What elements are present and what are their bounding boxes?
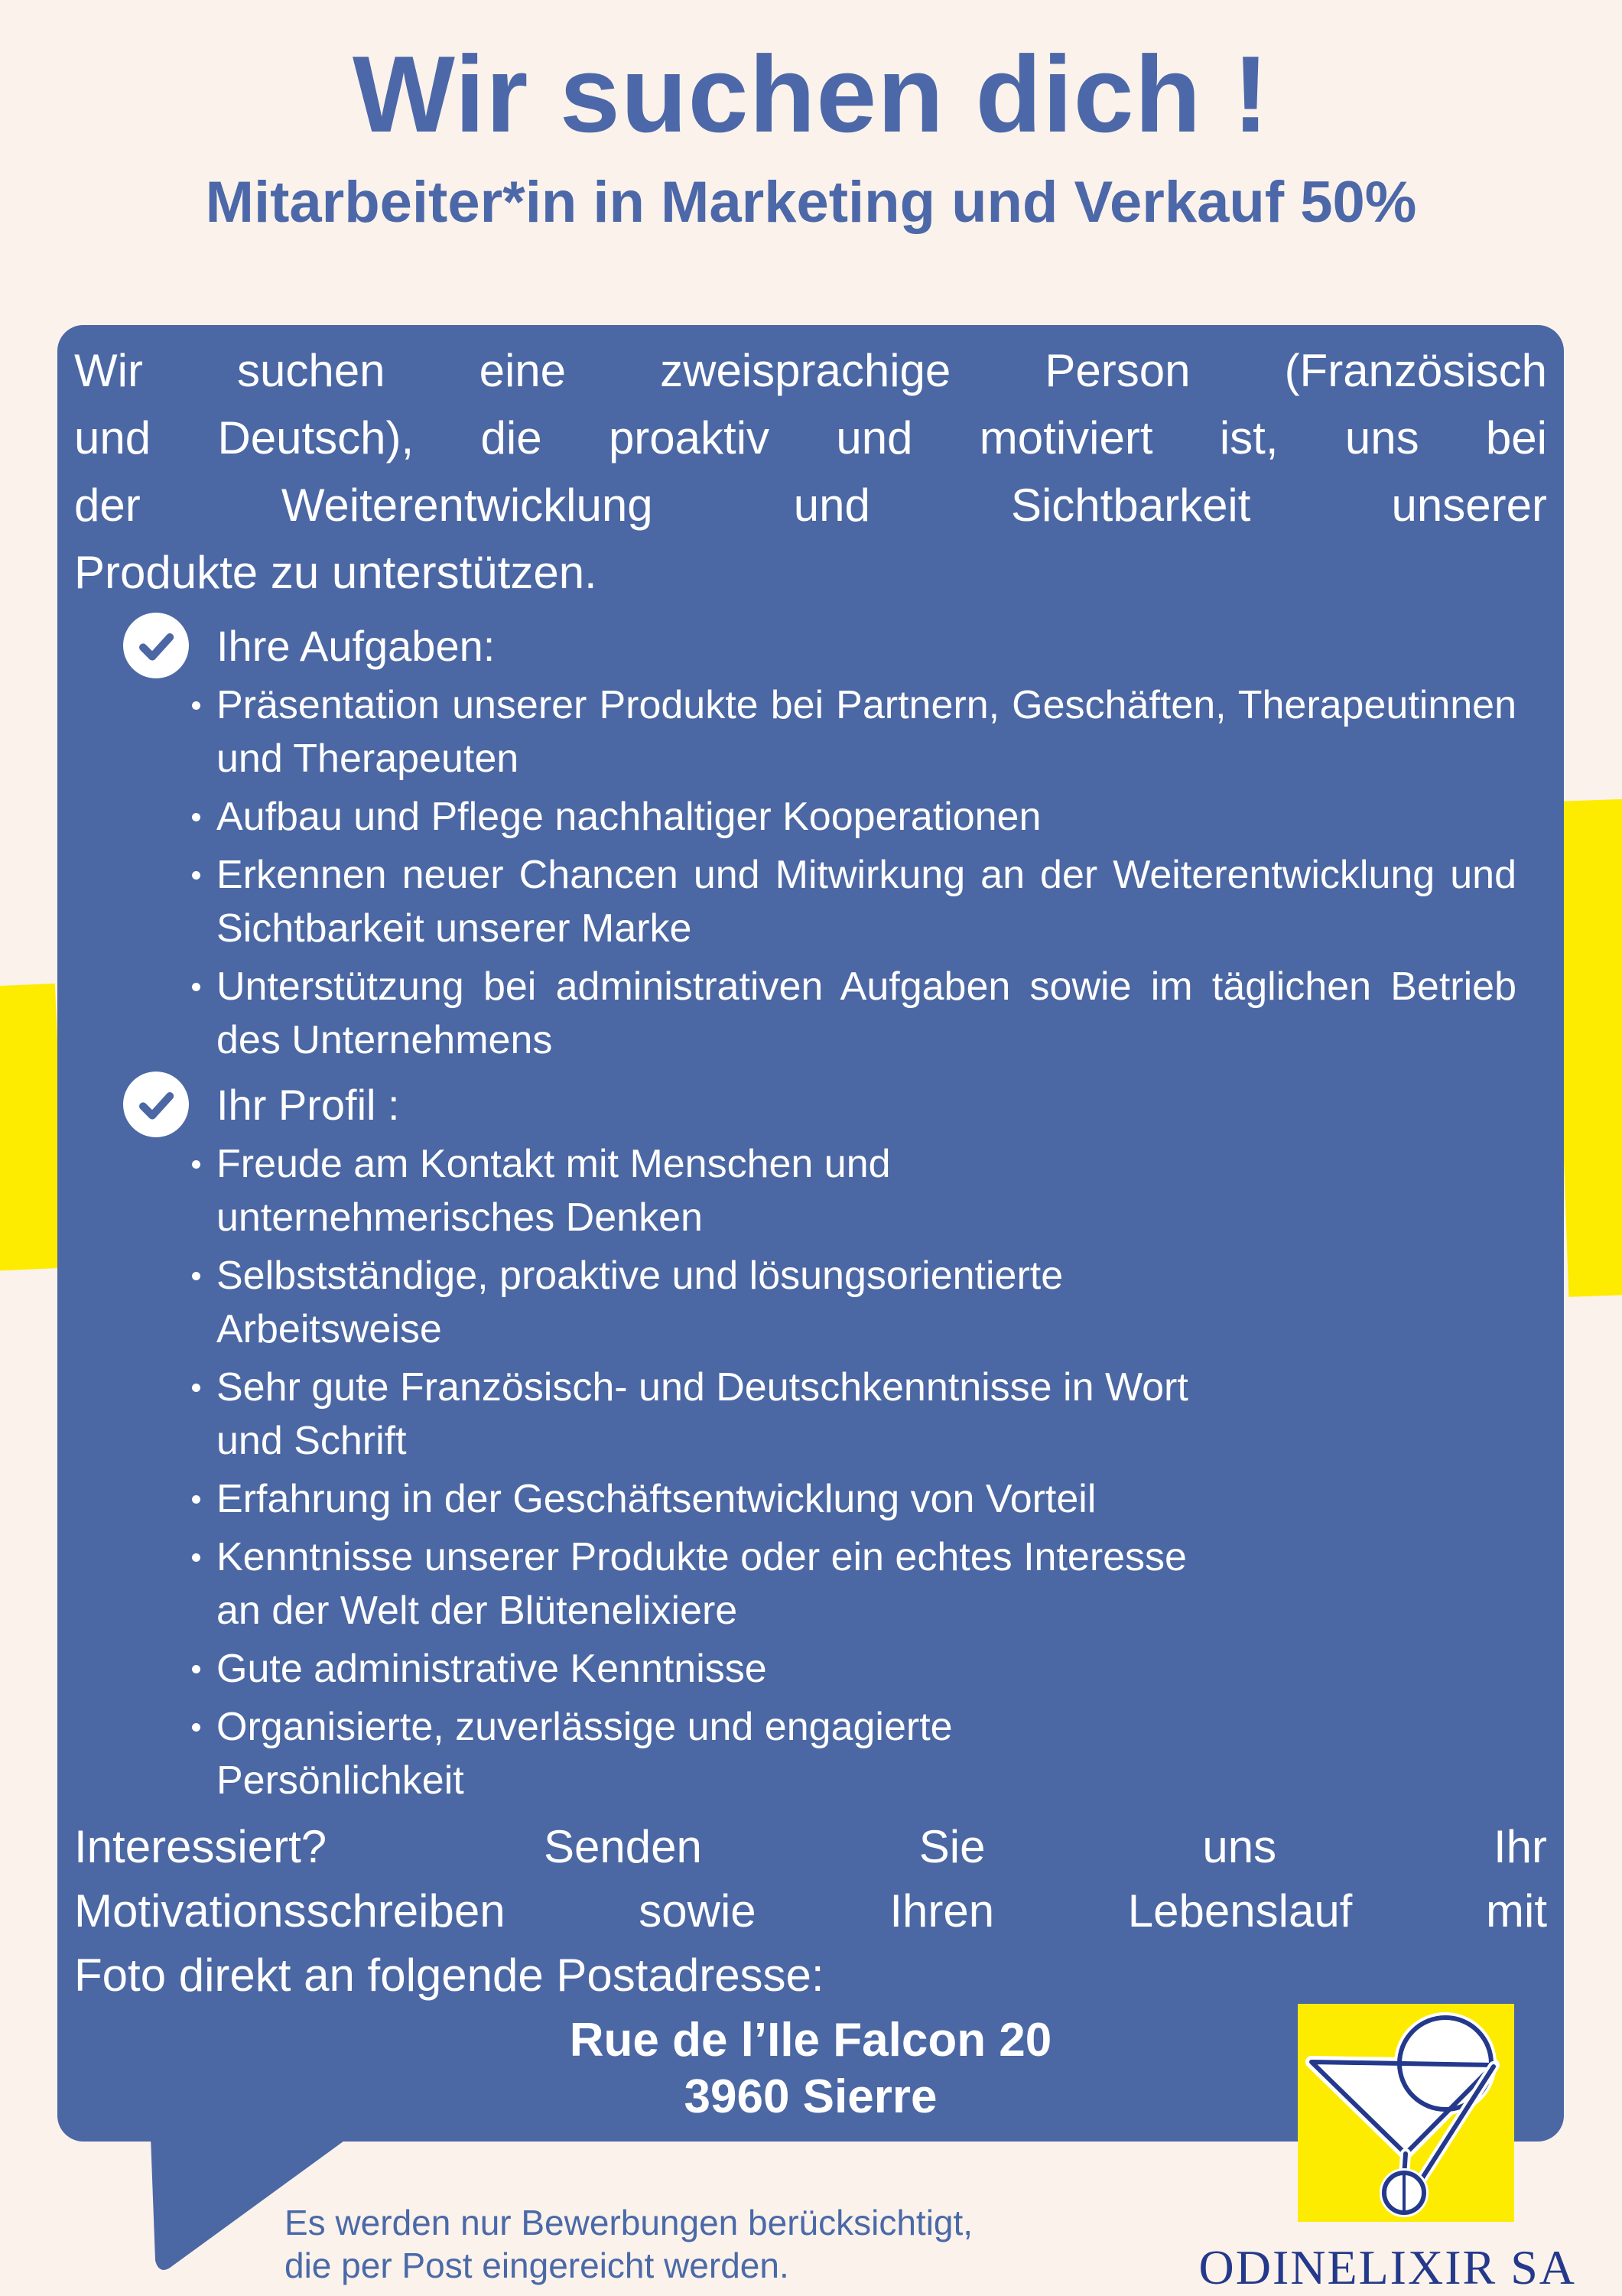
list-item: Unterstützung bei administrativen Aufgaben sowie im täglichen Betrieb des Unternehmens <box>216 960 1516 1067</box>
check-icon <box>123 613 189 678</box>
list-item: Aufbau und Pflege nachhaltiger Kooperationen <box>216 790 1516 844</box>
intro-paragraph <box>74 337 1547 607</box>
application-note <box>284 2201 973 2287</box>
closing-line: Foto direkt an folgende Postadresse: <box>74 1950 824 2001</box>
closing-paragraph <box>74 1815 1547 2008</box>
profil-list <box>216 1137 1211 1807</box>
list-item: Sehr gute Französisch- und Deutschkenntnisse in Wort und Schrift <box>216 1361 1211 1468</box>
list-item: Freude am Kontakt mit Menschen und unternehmerisches Denken <box>216 1137 1211 1244</box>
intro-line: Produkte zu unterstützen. <box>74 547 597 598</box>
section-heading-profil <box>123 1072 1547 1137</box>
section-heading-aufgaben <box>123 613 1547 678</box>
elixir-glass-logo-icon <box>1298 2004 1514 2222</box>
section-heading-label: Ihre Aufgaben: <box>216 621 496 670</box>
list-item: Präsentation unserer Produkte bei Partnern, Geschäften, Therapeutinnen und Therapeuten <box>216 678 1516 785</box>
address-street: Rue de l’Ile Falcon 20 <box>569 2014 1052 2067</box>
job-description-card <box>57 325 1564 2142</box>
intro-line: der Weiterentwicklung und Sichtbarkeit unserer <box>74 480 1547 531</box>
note-line: die per Post eingereicht werden. <box>284 2246 789 2285</box>
list-item: Organisierte, zuverlässige und engagierte Persönlichkeit <box>216 1700 1211 1807</box>
company-logo <box>1298 2004 1514 2222</box>
list-item: Erfahrung in der Geschäftsentwicklung von Vorteil <box>216 1472 1211 1526</box>
company-name: ODINELIXIR SA <box>1198 2240 1576 2294</box>
header <box>0 0 1622 237</box>
page-title: Wir suchen dich ! <box>352 34 1270 155</box>
closing-line: Motivationsschreiben sowie Ihren Lebenslauf mit <box>74 1885 1547 1937</box>
list-item: Kenntnisse unserer Produkte oder ein echtes Interesse an der Welt der Blütenelixiere <box>216 1530 1211 1637</box>
aufgaben-list <box>216 678 1516 1067</box>
closing-line: Interessiert? Senden Sie uns Ihr <box>74 1821 1547 1872</box>
page-subtitle: Mitarbeiter*in in Marketing und Verkauf 50% <box>205 170 1417 236</box>
section-heading-label: Ihr Profil : <box>216 1080 400 1129</box>
list-item: Gute administrative Kenntnisse <box>216 1642 1211 1696</box>
intro-line: Wir suchen eine zweisprachige Person (Französisch <box>74 345 1547 396</box>
check-icon <box>123 1072 189 1137</box>
list-item: Selbstständige, proaktive und lösungsorientierte Arbeitsweise <box>216 1249 1211 1356</box>
address-city: 3960 Sierre <box>684 2070 938 2123</box>
list-item: Erkennen neuer Chancen und Mitwirkung an der Weiterentwicklung und Sichtbarkeit unserer Marke <box>216 848 1516 955</box>
note-line: Es werden nur Bewerbungen berücksichtigt, <box>284 2203 974 2242</box>
intro-line: und Deutsch), die proaktiv und motiviert ist, uns bei <box>74 412 1547 463</box>
